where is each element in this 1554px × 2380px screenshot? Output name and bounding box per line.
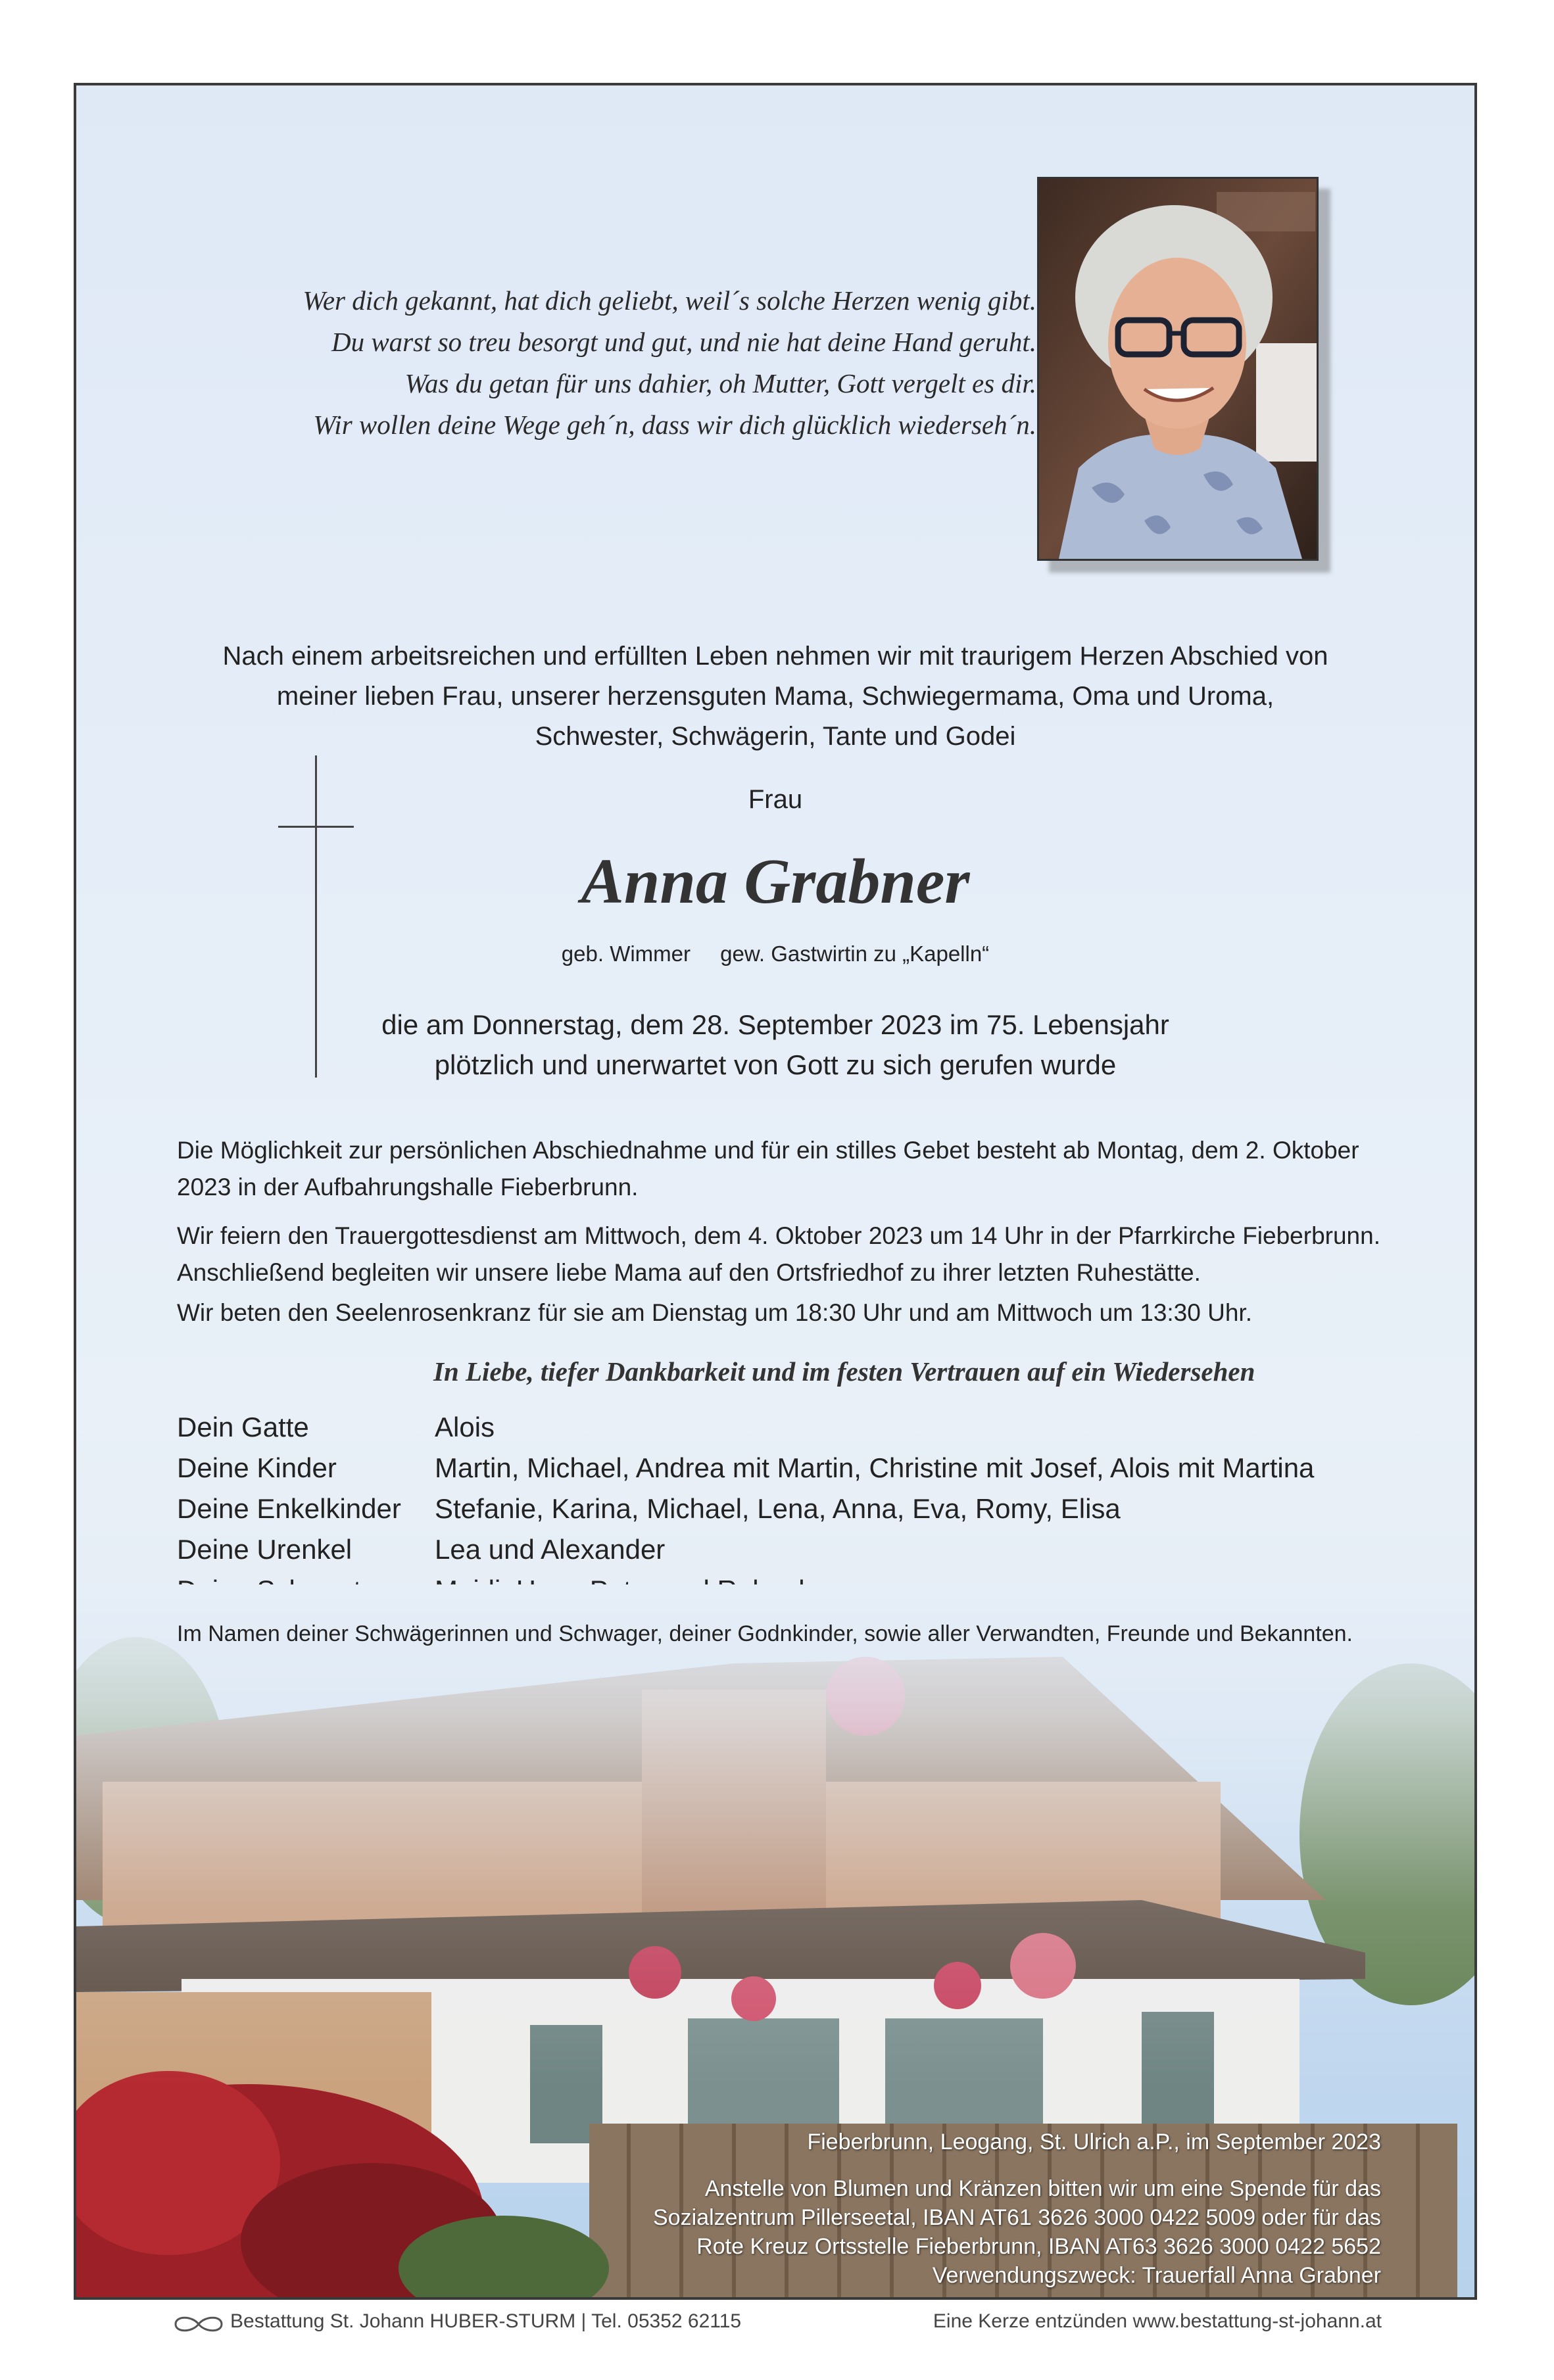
death-notice <box>76 1005 1474 1085</box>
deceased-name: Anna Grabner <box>581 846 970 917</box>
name-details <box>76 941 1474 966</box>
infinity-logo-icon <box>172 2314 225 2334</box>
occupation: gew. Gastwirtin zu „Kapelln“ <box>720 941 990 966</box>
donation-note <box>653 2174 1381 2290</box>
relative-names: Stefanie, Karina, Michael, Lena, Anna, Eva, Romy, Elisa <box>435 1493 1121 1524</box>
family-row <box>177 1448 1314 1488</box>
poem-line: Du warst so treu besorgt und gut, und nie hat deine Hand geruht. <box>331 327 1036 357</box>
salutation: Frau <box>748 785 803 814</box>
family-row <box>177 1407 1314 1448</box>
family-list <box>177 1407 1314 1611</box>
poem-line: Wir wollen deine Wege geh´n, dass wir dich glücklich wiederseh´n. <box>313 410 1036 440</box>
poem <box>208 280 1036 446</box>
intro-text <box>76 636 1474 757</box>
donation-line: Sozialzentrum Pillerseetal, IBAN AT61 3626 3000 0422 5009 oder für das <box>653 2205 1381 2230</box>
portrait-photo <box>1037 177 1319 561</box>
donation-line: Anstelle von Blumen und Kränzen bitten wir um eine Spende für das <box>704 2176 1381 2201</box>
birth-name: geb. Wimmer <box>561 941 691 966</box>
relation: Dein Gatte <box>177 1412 309 1442</box>
viewing-info: Die Möglichkeit zur persönlichen Abschiednahme und für ein stilles Gebet besteht ab Montag, dem 2. Oktober 2023 in der Aufbahrungshalle Fieberbrunn. <box>177 1137 1359 1201</box>
intro-line: meiner lieben Frau, unserer herzensguten Mama, Schwiegermama, Oma und Uroma, <box>276 682 1275 711</box>
relative-names: Martin, Michael, Andrea mit Martin, Christine mit Josef, Alois mit Martina <box>435 1452 1315 1483</box>
obituary-card <box>74 83 1477 2300</box>
intro-line: Schwester, Schwägerin, Tante und Godei <box>535 722 1016 751</box>
relation: Deine Kinder <box>177 1452 337 1483</box>
family-row <box>177 1529 1314 1570</box>
death-line: plötzlich und unerwartet von Gott zu sich gerufen wurde <box>434 1049 1117 1080</box>
relation: Deine Enkelkinder <box>177 1493 401 1524</box>
relation: Deine Urenkel <box>177 1534 352 1565</box>
rosary-info: Wir beten den Seelenrosenkranz für sie am Dienstag um 18:30 Uhr und am Mittwoch um 13:30 Uhr. <box>177 1299 1252 1326</box>
portrait-image <box>1039 179 1317 559</box>
service-info: Wir feiern den Trauergottesdienst am Mittwoch, dem 4. Oktober 2023 um 14 Uhr in der Pfarrkirche Fieberbrunn. Anschließend begleiten wir unsere liebe Mama auf den Ortsfriedhof zu ihrer letzten Ruhestätte. <box>177 1222 1380 1286</box>
footer-right[interactable]: Eine Kerze entzünden www.bestattung-st-johann.at <box>933 2310 1382 2332</box>
donation-line: Rote Kreuz Ortsstelle Fieberbrunn, IBAN AT63 3626 3000 0422 5652 <box>696 2234 1381 2259</box>
cross-icon-bar <box>278 826 354 828</box>
intro-line: Nach einem arbeitsreichen und erfüllten Leben nehmen wir mit traurigem Herzen Abschied von <box>222 642 1328 671</box>
love-line: In Liebe, tiefer Dankbarkeit und im festen Vertrauen auf ein Wiedersehen <box>433 1356 1255 1387</box>
closing-note: Im Namen deiner Schwägerinnen und Schwager, deiner Godnkinder, sowie aller Verwandten, Freunde und Bekannten. <box>177 1621 1353 1646</box>
death-line: die am Donnerstag, dem 28. September 2023 im 75. Lebensjahr <box>381 1009 1169 1040</box>
place-date: Fieberbrunn, Leogang, St. Ulrich a.P., im September 2023 <box>807 2130 1381 2154</box>
poem-line: Was du getan für uns dahier, oh Mutter, Gott vergelt es dir. <box>404 368 1036 398</box>
family-row <box>177 1488 1314 1529</box>
donation-line: Verwendungszweck: Trauerfall Anna Grabner <box>932 2263 1381 2288</box>
relative-names: Lea und Alexander <box>435 1534 666 1565</box>
relative-names: Alois <box>435 1412 495 1442</box>
poem-line: Wer dich gekannt, hat dich geliebt, weil´s solche Herzen wenig gibt. <box>303 285 1036 316</box>
footer-left: Bestattung St. Johann HUBER-STURM | Tel. 05352 62115 <box>230 2310 742 2332</box>
